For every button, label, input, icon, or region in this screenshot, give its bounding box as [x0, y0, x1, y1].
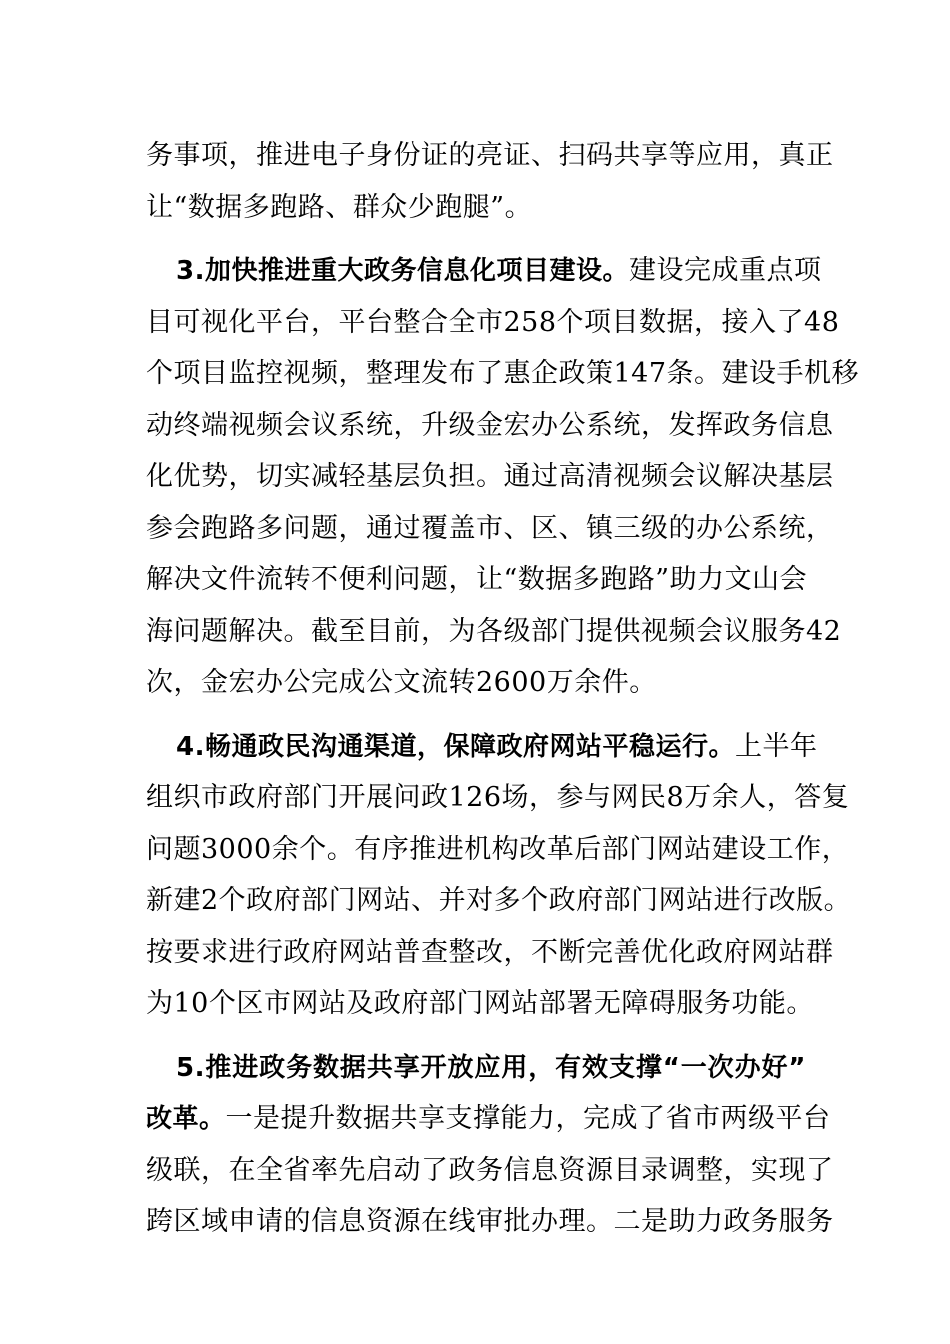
line-text: 按要求进行政府网站普查整改，不断完善优化政府网站群: [146, 936, 834, 968]
line-text: 跨区域申请的信息资源在线审批办理。二是助力政务服务: [146, 1206, 834, 1237]
text-line: [146, 554, 806, 606]
text-line: [146, 875, 852, 927]
line-text: 上半年: [734, 730, 818, 762]
text-line: [146, 451, 834, 503]
section-heading: 5.推进政务数据共享开放应用，有效支撑“一次办好”: [176, 1052, 806, 1083]
text-line: [146, 1196, 834, 1248]
section-heading: 4.畅通政民沟通渠道，保障政府网站平稳运行。: [176, 731, 735, 762]
line-text: 解决文件流转不便利问题，让“数据多跑路”助力文山会: [146, 564, 808, 595]
paragraph: [146, 1042, 834, 1248]
line-text: 一是提升数据共享支撑能力，完成了省市两级平台: [225, 1103, 831, 1134]
text-line: [146, 297, 840, 349]
text-line: [146, 721, 818, 773]
line-text: 新建2个政府部门网站、并对多个政府部门网站进行改版。: [146, 885, 852, 916]
text-line: [146, 182, 806, 234]
text-line: [146, 245, 822, 297]
text-line: [146, 606, 842, 658]
line-text: 务事项，推进电子身份证的亮证、扫码共享等应用，真正: [146, 140, 834, 171]
document-page: [146, 130, 860, 1248]
line-text: 让“数据多跑路、群众少跑腿”。: [146, 191, 533, 223]
line-text: 级联，在全省率先启动了政务信息资源目录调整，实现了: [146, 1154, 834, 1186]
text-line: [146, 348, 860, 400]
paragraph: [146, 721, 852, 1030]
text-line: [146, 927, 834, 979]
text-line: [146, 503, 834, 555]
line-text: 化优势，切实减轻基层负担。通过高清视频会议解决基层: [146, 461, 834, 492]
text-line: [146, 1093, 831, 1145]
text-line: [146, 400, 834, 452]
section-heading: 改革。: [146, 1104, 226, 1134]
line-text: 为10个区市网站及政府部门网站部署无障碍服务功能。: [146, 988, 814, 1019]
text-line: [146, 978, 814, 1030]
text-line: [146, 1145, 834, 1197]
line-text: 问题3000余个。有序推进机构改革后部门网站建设工作，: [146, 833, 850, 865]
line-text: 参会跑路多问题，通过覆盖市、区、镇三级的办公系统，: [146, 512, 834, 544]
text-line: [146, 1042, 806, 1094]
line-text: 动终端视频会议系统，升级金宏办公系统，发挥政务信息: [146, 409, 834, 441]
line-text: 个项目监控视频，整理发布了惠企政策147条。建设手机移: [146, 358, 860, 389]
paragraph: [146, 130, 834, 233]
line-text: 海问题解决。截至目前，为各级部门提供视频会议服务42: [146, 615, 842, 647]
section-heading: 3.加快推进重大政务信息化项目建设。: [176, 256, 629, 286]
text-line: [146, 130, 834, 182]
line-text: 组织市政府部门开展问政126场，参与网民8万余人，答复: [146, 782, 850, 813]
text-line: [146, 772, 850, 824]
paragraph: [146, 245, 860, 709]
text-line: [146, 657, 806, 709]
line-text: 建设完成重点项: [628, 255, 822, 286]
line-text: 目可视化平台，平台整合全市258个项目数据，接入了48: [146, 306, 840, 338]
line-text: 次，金宏办公完成公文流转2600万余件。: [146, 667, 657, 698]
text-line: [146, 824, 850, 876]
